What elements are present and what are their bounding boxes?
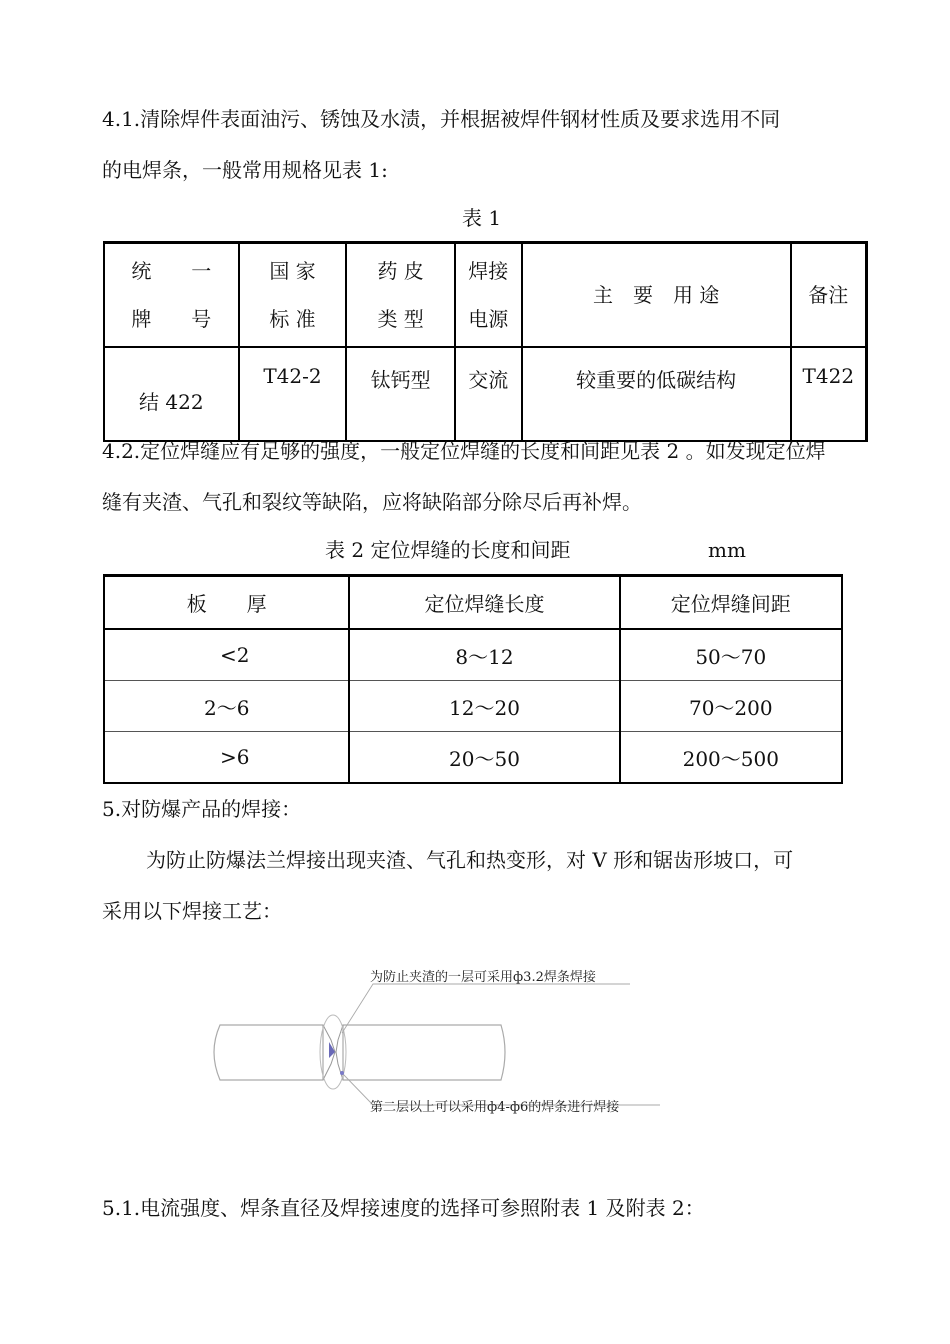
para-5-heading: 5.对防爆产品的焊接： bbox=[102, 797, 302, 821]
table1-caption: 表 1 bbox=[462, 206, 502, 230]
cell-remarks: T422 bbox=[791, 347, 867, 441]
header-remarks: 备注 bbox=[791, 243, 867, 348]
cell-length: 8～12 bbox=[349, 629, 619, 681]
para-5-1: 5.1.电流强度、焊条直径及焊接速度的选择可参照附表 1 及附表 2： bbox=[102, 1196, 705, 1220]
table2-unit: mm bbox=[708, 538, 746, 562]
cell-coating: 钛钙型 bbox=[346, 347, 455, 441]
cell-spacing: 70～200 bbox=[620, 681, 842, 732]
figure-label-bottom: 第二层以上可以采用ф4-ф6的焊条进行焊接 bbox=[370, 1100, 620, 1115]
header-plate-thickness: 板 厚 bbox=[104, 576, 349, 630]
para-4-1-line2: 的电焊条，一般常用规格见表 1: bbox=[102, 158, 388, 182]
header-main-use: 主 要 用 途 bbox=[522, 243, 791, 348]
cell-standard: T42-2 bbox=[239, 347, 347, 441]
table2-header-row bbox=[104, 576, 842, 630]
header-weld-length: 定位焊缝长度 bbox=[349, 576, 619, 630]
table-row bbox=[104, 347, 867, 441]
header-national-standard: 国 家 标 准 bbox=[239, 243, 347, 348]
table-row bbox=[104, 732, 842, 784]
table-electrode-specs bbox=[103, 241, 868, 442]
header-weld-spacing: 定位焊缝间距 bbox=[620, 576, 842, 630]
para-4-2-line1: 4.2.定位焊缝应有足够的强度，一般定位焊缝的长度和间距见表 2 。如发现定位焊 bbox=[102, 439, 826, 463]
header-grade: 统 一 牌 号 bbox=[104, 243, 239, 348]
table2-caption: 表 2 定位焊缝的长度和间距 bbox=[325, 538, 571, 562]
para-5-body-line1: 为防止防爆法兰焊接出现夹渣、气孔和热变形，对 V 形和锯齿形坡口，可 bbox=[146, 848, 794, 872]
table-row bbox=[104, 681, 842, 732]
cell-length: 12～20 bbox=[349, 681, 619, 732]
cell-spacing: 50～70 bbox=[620, 629, 842, 681]
cell-use: 较重要的低碳结构 bbox=[522, 347, 791, 441]
cell-grade: 结 422 bbox=[104, 347, 239, 441]
para-4-1-line1: 4.1.清除焊件表面油污、锈蚀及水渍，并根据被焊件钢材性质及要求选用不同 bbox=[102, 107, 781, 131]
figure-label-top: 为防止夹渣的一层可采用ф3.2焊条焊接 bbox=[370, 970, 596, 985]
para-5-body-line2: 采用以下焊接工艺： bbox=[102, 899, 282, 923]
header-coating-type: 药 皮 类 型 bbox=[346, 243, 455, 348]
table-row bbox=[104, 629, 842, 681]
cell-thickness: >6 bbox=[104, 732, 349, 784]
table-tack-weld bbox=[103, 574, 843, 784]
header-power-source: 焊接 电源 bbox=[455, 243, 522, 348]
cell-spacing: 200～500 bbox=[620, 732, 842, 784]
welding-groove-figure bbox=[205, 960, 675, 1130]
cell-power: 交流 bbox=[455, 347, 522, 441]
cell-thickness: 2～6 bbox=[104, 681, 349, 732]
cell-thickness: <2 bbox=[104, 629, 349, 681]
cell-length: 20～50 bbox=[349, 732, 619, 784]
table1-header-row bbox=[104, 243, 867, 348]
para-4-2-line2: 缝有夹渣、气孔和裂纹等缺陷，应将缺陷部分除尽后再补焊。 bbox=[102, 490, 642, 514]
